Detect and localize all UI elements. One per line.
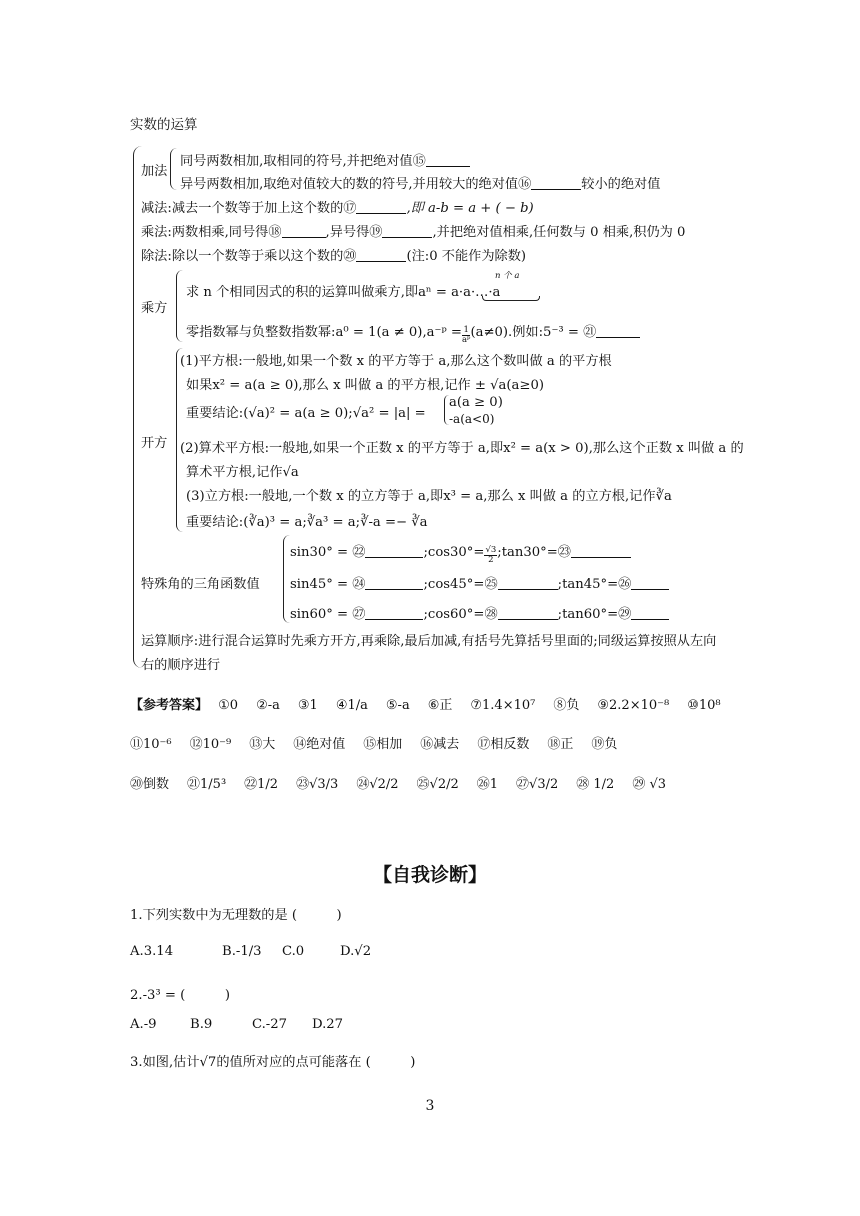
q1-option-a: A.3.14 (130, 944, 174, 959)
root-line-3: 重要结论:(√a)² = a(a ≥ 0);√a² = |a| = (186, 406, 426, 421)
question-2: 2.-3³ = ( ) (130, 988, 231, 1003)
root-line-6: (3)立方根:一般地,一个数 x 的立方等于 a,即x³ = a,那么 x 叫做 a 的立方根,记作∛a (186, 489, 672, 504)
root-line-7: 重要结论:(∛a)³ = a;∛a³ = a;∛-a =− ∛a (186, 515, 428, 530)
power-overbrace-label: n 个 a (495, 271, 520, 281)
root-line-4: (2)算术平方根:一般地,如果一个正数 x 的平方等于 a,即x² = a(x > 0),那么这个正数 x 叫做 a 的 (180, 441, 744, 456)
add-brace (170, 148, 177, 190)
add-rule-2: 异号两数相加,取绝对值较大的数的符号,并用较大的绝对值⑯ 较小的绝对值 (180, 177, 661, 192)
q2-option-c: C.-27 (252, 1017, 288, 1032)
q1-option-b: B.-1/3 (222, 944, 262, 959)
page-number: 3 (425, 1098, 435, 1114)
answers-row-2: ⑪10⁻⁶ ⑫10⁻⁹ ⑬大 ⑭绝对值 ⑮相加 ⑯减去 ⑰相反数 ⑱正 ⑲负 (130, 737, 618, 752)
trig-row-30: sin30° = ㉒ ;cos30°= $\frac{√3}{2}$ ;tan30°=㉓ (290, 541, 631, 565)
power-definition: 求 n 个相同因式的积的运算叫做乘方,即aⁿ = a·a·…·a (186, 285, 501, 300)
power-brace (176, 270, 183, 342)
q1-option-d: D.√2 (340, 944, 372, 959)
section-title: 实数的运算 (130, 117, 198, 133)
root-line-5: 算术平方根,记作√a (186, 465, 299, 480)
q1-option-c: C.0 (282, 944, 305, 959)
divide-rule: 除法:除以一个数等于乘以这个数的⑳ (注:0 不能作为除数) (141, 249, 527, 264)
question-3: 3.如图,估计√7的值所对应的点可能落在 ( ) (130, 1055, 416, 1070)
answers-row-1: 【参考答案】 ①0 ②-a ③1 ④1/a ⑤-a ⑥正 ⑦1.4×10⁷ ⑧负 ⑨2.2×10⁻⁸ ⑩10⁸ (130, 698, 721, 713)
q2-option-a: A.-9 (130, 1017, 157, 1032)
trig-label: 特殊角的三角函数值 (141, 577, 260, 592)
root-case-2: -a(a<0) (449, 412, 495, 426)
q2-option-d: D.27 (312, 1017, 344, 1032)
answers-row-3: ⑳倒数 ㉑1/5³ ㉒1/2 ㉓√3/3 ㉔√2/2 ㉕√2/2 ㉖1 ㉗√3/2 ㉘ 1/2 ㉙ √3 (130, 777, 666, 792)
multiply-rule: 乘法:两数相乘,同号得⑱ ,异号得⑲ ,并把绝对值相乘,任何数与 0 相乘,积仍为 0 (141, 225, 686, 240)
question-1-options (130, 944, 371, 959)
root-label: 开方 (141, 436, 168, 451)
question-2-options (130, 1017, 343, 1032)
root-line-2: 如果x² = a(a ≥ 0),那么 x 叫做 a 的平方根,记作 ± √a(a≥0) (186, 378, 544, 393)
add-label: 加法 (141, 164, 168, 179)
root-case-1: a(a ≥ 0) (449, 395, 503, 410)
power-zero-exponent: 零指数幂与负整数指数幂:a⁰ = 1(a ≠ 0),a⁻ᵖ = $\frac{1}{\text{aᵖ}}$ (a≠0).例如:5⁻³ = ㉑ (186, 321, 640, 345)
power-label: 乘方 (141, 301, 168, 316)
order-line-2: 右的顺序进行 (141, 658, 221, 673)
root-line-1: (1)平方根:一般地,如果一个数 x 的平方等于 a,那么这个数叫做 a 的平方根 (180, 354, 612, 369)
q2-option-b: B.9 (190, 1017, 213, 1032)
trig-row-45: sin45° = ㉔ ;cos45°=㉕ ;tan45°=㉖ (290, 573, 669, 592)
diagnosis-title: 【自我诊断】 (372, 864, 487, 886)
power-underbrace (482, 296, 540, 301)
add-rule-1: 同号两数相加,取相同的符号,并把绝对值⑮ (180, 150, 470, 169)
answers-label: 【参考答案】 (130, 698, 209, 713)
question-1: 1.下列实数中为无理数的是 ( ) (130, 908, 342, 923)
order-line-1: 运算顺序:进行混合运算时先乘方开方,再乘除,最后加减,有括号先算括号里面的;同级运算按照从左向 (141, 634, 717, 649)
trig-brace (283, 535, 290, 623)
trig-row-60: sin60° = ㉗ ;cos60°=㉘ ;tan60°=㉙ (290, 603, 669, 622)
subtract-rule: 减法:减去一个数等于加上这个数的⑰ ,即 a-b = a + ( − b) (141, 201, 534, 216)
